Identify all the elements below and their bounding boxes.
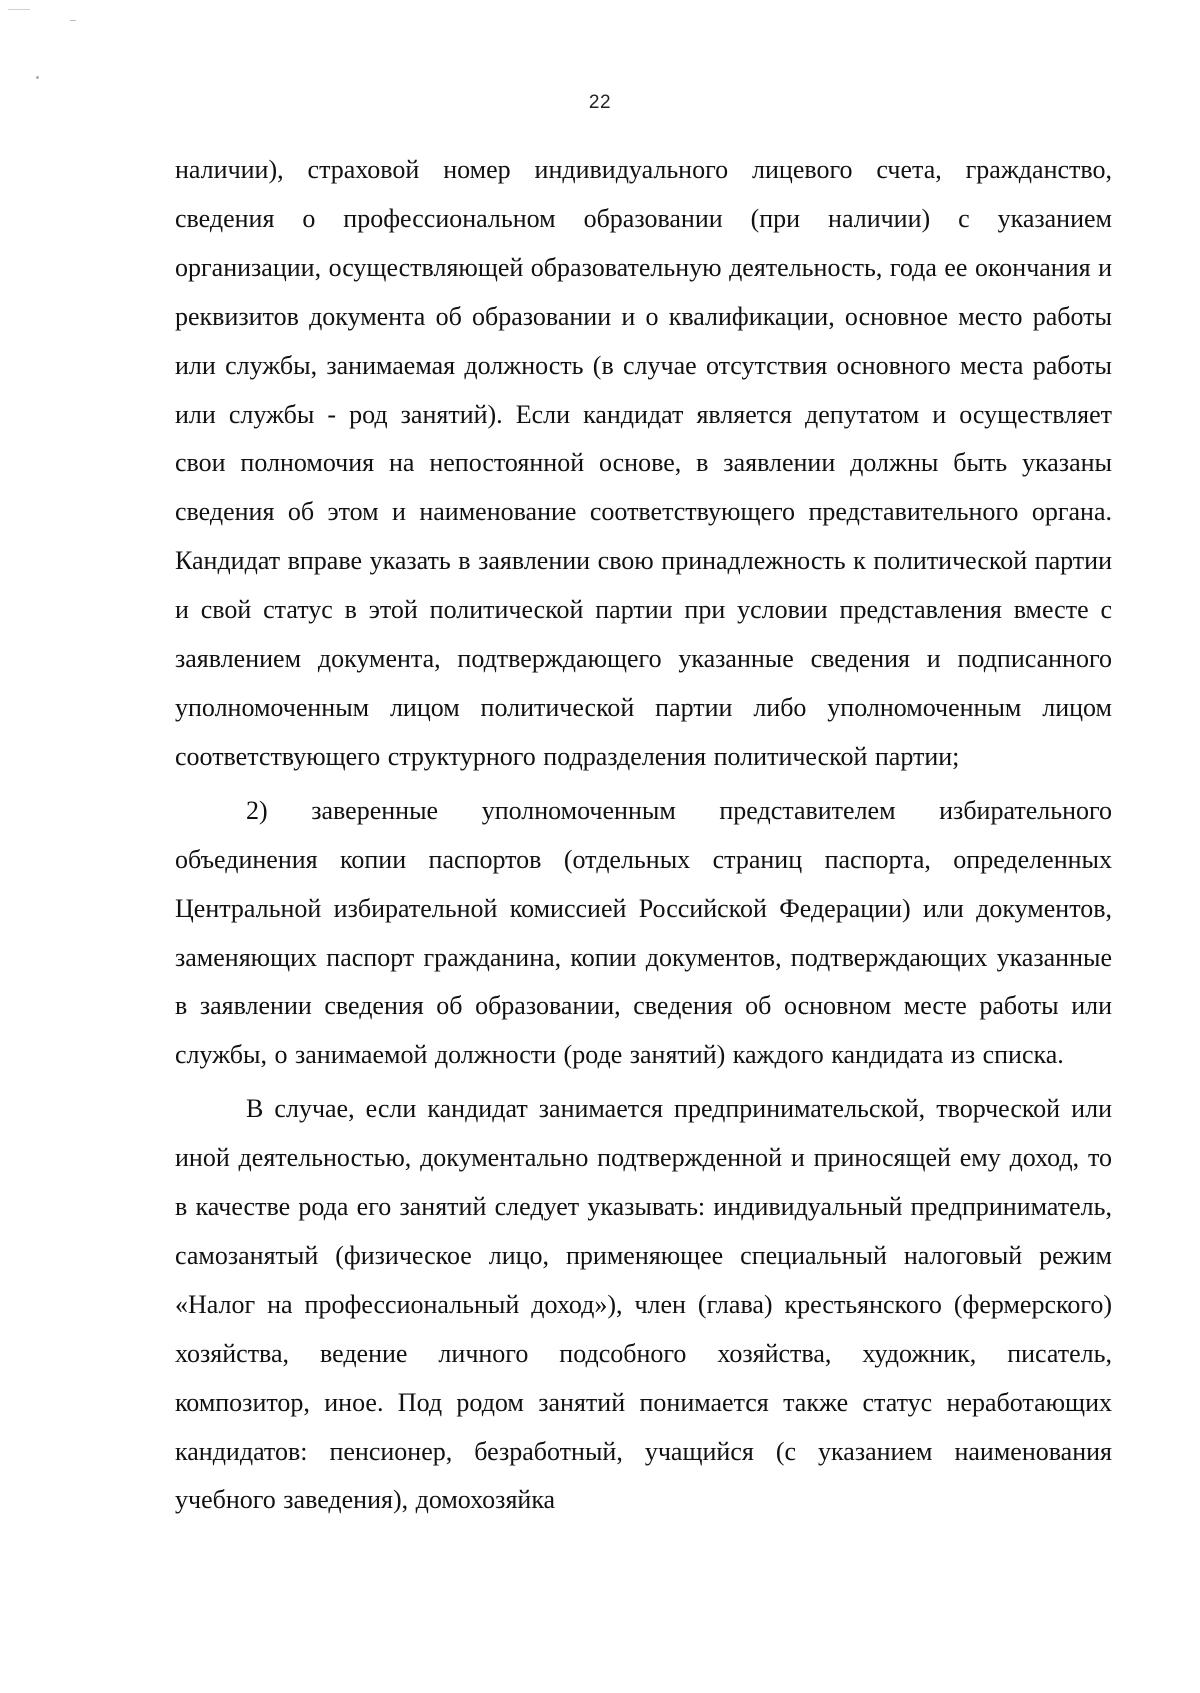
scan-artifact [70,20,76,21]
paragraph-passport-copies: 2) заверенные уполномоченным представителем избирательного объединения копии паспортов (отдельных страниц паспорта, определенных Центральной избирательной комиссией Российской Федерации) или документов, заменяющих паспорт гражданина, копии документов, подтверждающих указанные в заявлении сведения об образовании, сведения об основном месте работы или службы, о занимаемой должности (роде занятий) каждого кандидата из списка. [175,795,1112,1070]
document-body [175,146,1112,1525]
page-number: 22 [588,92,612,113]
scan-artifact [36,76,39,79]
paragraph-occupation-type: В случае, если кандидат занимается предпринимательской, творческой или иной деятельностью, документально подтвержденной и приносящей ему доход, то в качестве рода его занятий следует указывать: индивидуальный предприниматель, самозанятый (физическое лицо, применяющее специальный налоговый режим «Налог на профессиональный доход»), член (глава) крестьянского (фермерского) хозяйства, ведение личного подсобного хозяйства, художник, писатель, композитор, иное. Под родом занятий понимается также статус неработающих кандидатов: пенсионер, безработный, учащийся (с указанием наименования учебного заведения), домохозяйка [175,1094,1112,1515]
paragraph-candidate-application: наличии), страховой номер индивидуального лицевого счета, гражданство, сведения о профессиональном образовании (при наличии) с указанием организации, осуществляющей образовательную деятельность, года ее окончания и реквизитов документа об образовании и о квалификации, основное место работы или службы, занимаемая должность (в случае отсутствия основного места работы или службы - род занятий). Если кандидат является депутатом и осуществляет свои полномочия на непостоянной основе, в заявлении должны быть указаны сведения об этом и наименование соответствующего представительного органа. Кандидат вправе указать в заявлении свою принадлежность к политической партии и свой статус в этой политической партии при условии представления вместе с заявлением документа, подтверждающего указанные сведения и подписанного уполномоченным лицом политической партии либо уполномоченным лицом соответствующего структурного подразделения политической партии; [175,155,1113,771]
scan-artifact [8,9,30,10]
